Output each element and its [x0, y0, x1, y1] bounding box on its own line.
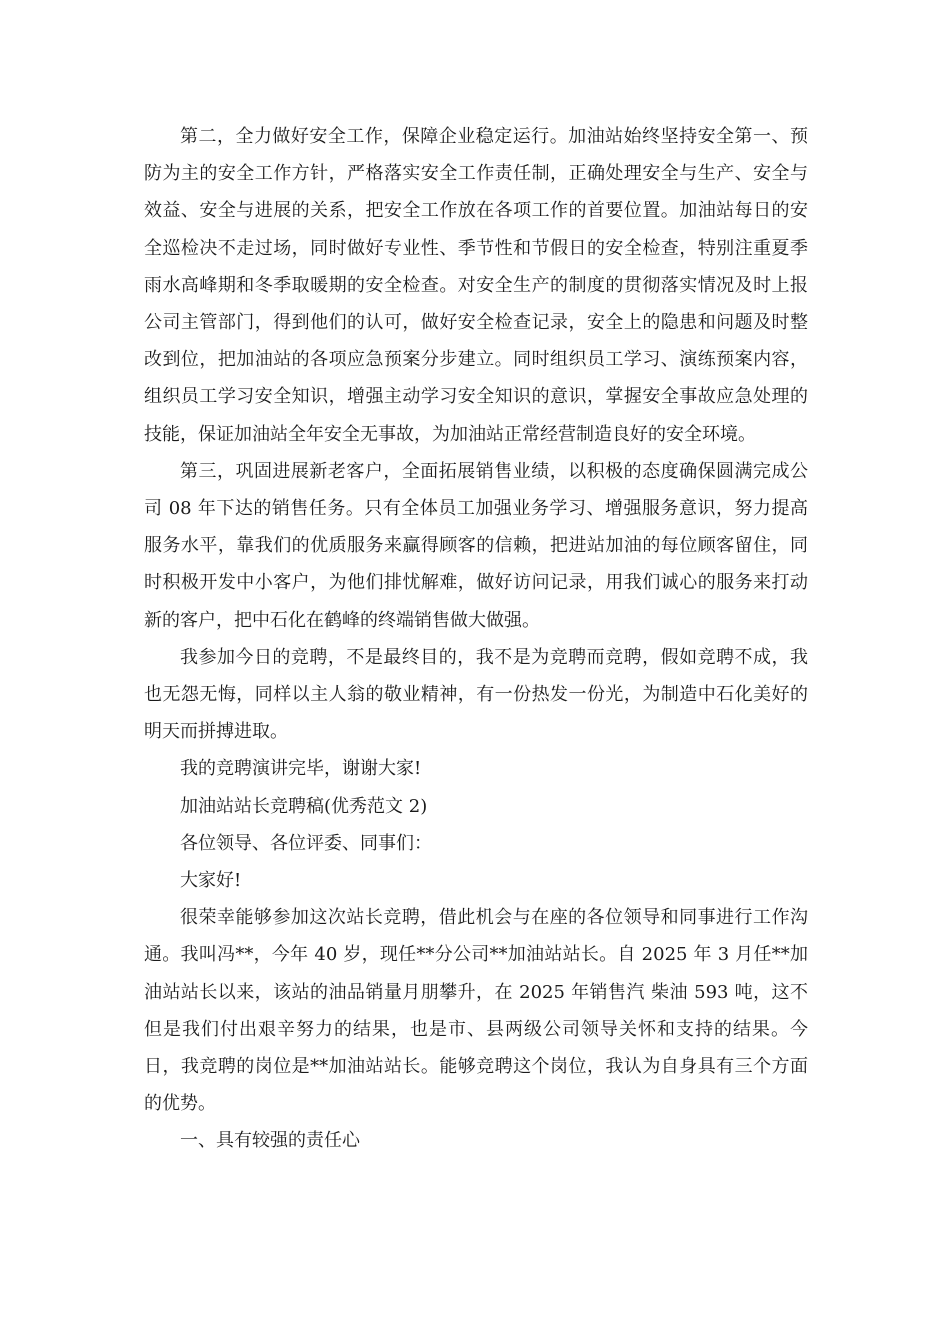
paragraph-heading-responsibility: 一、具有较强的责任心 — [180, 1130, 360, 1152]
paragraph-customer-development: 第三，巩固进展新老客户，全面拓展销售业绩，以积极的态度确保圆满完成公司 08 年下达的销售任务。只有全体员工加强业务学习、增强服务意识，努力提高服务水平，靠我们的优质服务来赢得顾客的信赖，把进站加油的每位顾客留住，同时积极开发中小客户，为他们排忧解难，做好访问记录，用我们诚心的服务来打动新的客户，把中石化在鹤峰的终端销售做大做强。 — [144, 460, 808, 631]
paragraph-greeting: 大家好! — [180, 870, 242, 892]
paragraph-introduction: 很荣幸能够参加这次站长竞聘，借此机会与在座的各位领导和同事进行工作沟通。我叫冯**，今年 40 岁，现任**分公司**加油站站长。自 2025 年 3 月任**加油站站长以来，该站的油品销量月朋攀升，在 2025 年销售汽 柴油 593 吨，这不但是我们付出艰辛努力的结果，也是市、县两级公司领导关怀和支持的结果。今日，我竞聘的岗位是**加油站站长。能够竞聘这个岗位，我认为自身具有三个方面的优势。 — [144, 907, 808, 1115]
paragraph-section-title: 加油站站长竞聘稿(优秀范文 2) — [180, 795, 428, 817]
document-body — [144, 118, 808, 1160]
paragraph-attitude: 我参加今日的竞聘，不是最终目的，我不是为竞聘而竞聘，假如竞聘不成，我也无怨无悔，同样以主人翁的敬业精神，有一份热发一份光，为制造中石化美好的明天而拼搏进取。 — [144, 646, 808, 743]
paragraph-salutation: 各位领导、各位评委、同事们： — [180, 832, 432, 854]
paragraph-closing: 我的竞聘演讲完毕，谢谢大家! — [180, 758, 422, 780]
paragraph-safety-work: 第二，全力做好安全工作，保障企业稳定运行。加油站始终坚持安全第一、预防为主的安全工作方针，严格落实安全工作责任制，正确处理安全与生产、安全与效益、安全与进展的关系，把安全工作放在各项工作的首要位置。加油站每日的安全巡检决不走过场，同时做好专业性、季节性和节假日的安全检查，特别注重夏季雨水高峰期和冬季取暖期的安全检查。对安全生产的制度的贯彻落实情况及时上报公司主管部门，得到他们的认可，做好安全检查记录，安全上的隐患和问题及时整改到位，把加油站的各项应急预案分步建立。同时组织员工学习、演练预案内容，组织员工学习安全知识，增强主动学习安全知识的意识，掌握安全事故应急处理的技能，保证加油站全年安全无事故，为加油站正常经营制造良好的安全环境。 — [144, 126, 808, 445]
